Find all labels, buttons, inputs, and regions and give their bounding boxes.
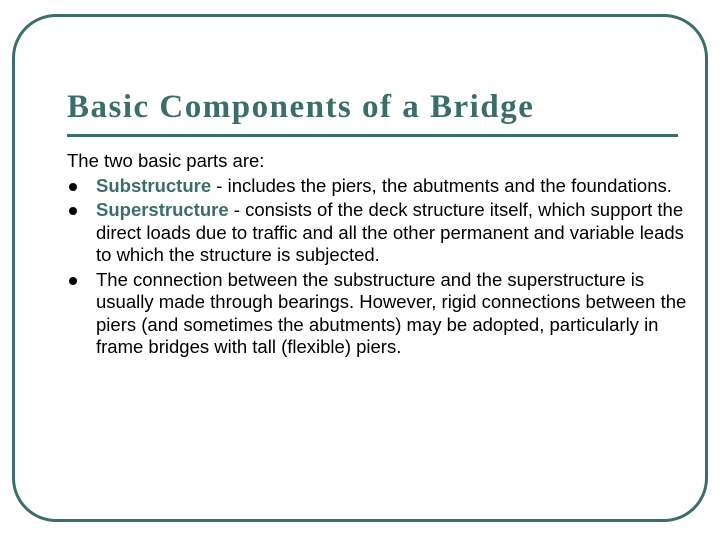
title-underline — [67, 134, 678, 137]
bullet-text: - includes the piers, the abutments and the foundations. — [211, 174, 672, 196]
term-superstructure: Superstructure — [96, 199, 229, 220]
term-substructure: Substructure — [96, 174, 212, 196]
bullet-connection — [67, 269, 687, 359]
bullet-text: - consists of the deck structure itself, which support the direct loads due to traffic and all the other permanent and variable leads to which the structure is subjected. — [96, 199, 684, 265]
bullet-dot-icon — [69, 207, 77, 215]
bullet-superstructure — [67, 199, 687, 267]
bullet-text: The connection between the substructure and the superstructure is usually made through bearings. However, rigid connections between the piers (and sometimes the abutments) may be adopted, particularly in frame bridges with tall (flexible) piers. — [96, 268, 687, 357]
slide-title: Basic Components of a Bridge — [67, 89, 535, 125]
bullet-dot-icon — [69, 183, 77, 191]
intro-text: The two basic parts are: — [67, 150, 265, 171]
bullet-substructure — [67, 175, 687, 198]
bullet-list — [67, 175, 687, 359]
slide-body — [67, 150, 687, 361]
bullet-dot-icon — [69, 277, 77, 285]
